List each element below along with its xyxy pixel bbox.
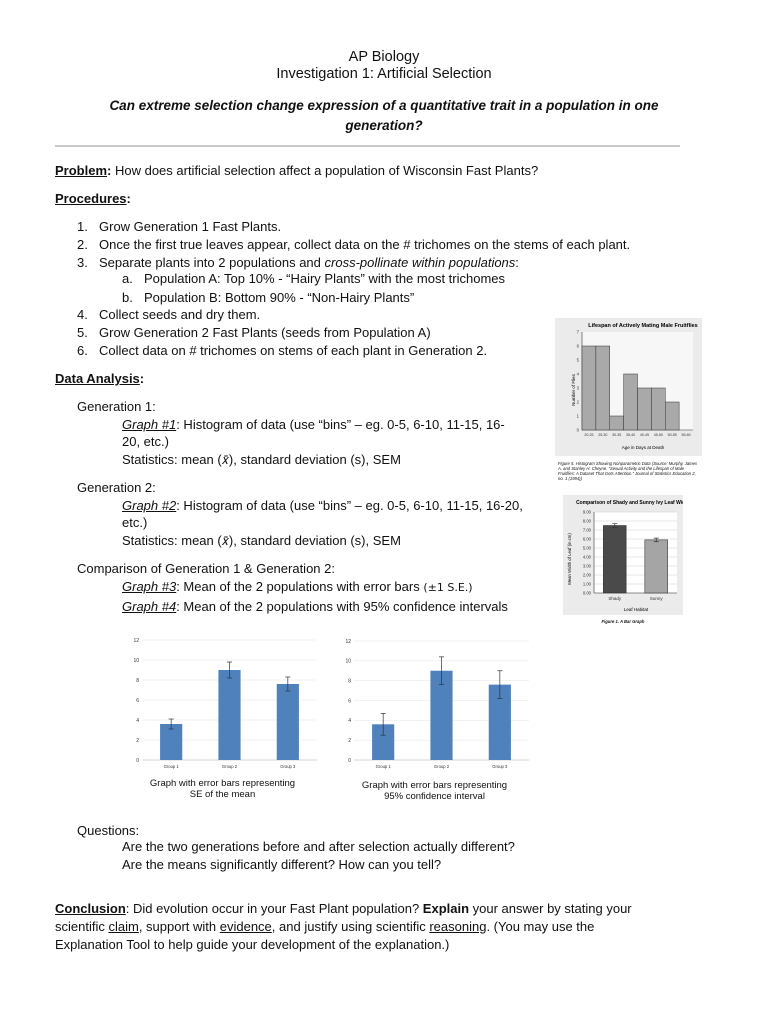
x-tick-label: Group 2: [221, 764, 238, 769]
driving-question-line1: Can extreme selection change expression of a quantitative trait in a population in one: [109, 98, 659, 113]
course-title: AP Biology: [348, 49, 420, 65]
x-tick-label: 45-50: [653, 433, 663, 437]
chart-title: Comparison of Shady and Sunny Ivy Leaf Width: [576, 500, 683, 506]
x-tick-label: Sunny: [649, 596, 663, 601]
graph2-text: : Histogram of data (use “bins” – eg. 0-5, 6-10, 11-15, 16-20,: [176, 498, 523, 513]
y-tick-label: 8.00: [582, 518, 591, 524]
conclusion-line1: [55, 900, 632, 918]
graph4-label: Graph #4: [122, 599, 177, 614]
questions-label: Questions:: [77, 823, 140, 838]
graph4-text: : Mean of the 2 populations with 95% confidence intervals: [176, 599, 508, 614]
graph3-paren: (±1 S.E.): [423, 581, 473, 594]
y-tick-label: 5: [576, 357, 579, 363]
ci-error-bar-chart: [332, 632, 532, 774]
bar: [610, 416, 624, 430]
ci-caption-line1: Graph with error bars representing: [361, 780, 508, 791]
procedures-label: Procedures: [55, 191, 127, 206]
ci-caption-line2: 95% confidence interval: [384, 791, 485, 802]
problem-label: Problem: [55, 163, 108, 178]
y-tick-label: 4: [348, 718, 351, 725]
conclusion-text: scientific: [55, 919, 109, 934]
graph3-line: [122, 578, 473, 597]
procedure-item: [77, 324, 431, 342]
x-tick-label: 35-40: [625, 433, 636, 437]
bar: [277, 684, 299, 760]
se-error-bar-chart: [120, 632, 320, 772]
x-tick-label: 40-45: [639, 433, 650, 437]
x-tick-label: Group 2: [433, 764, 450, 769]
chart-ylabel: Mean Width of Leaf (in cm): [567, 533, 572, 585]
procedure-text-end: :: [515, 255, 519, 270]
y-tick-label: 10: [345, 658, 351, 665]
gen1-graph-line2: 20, etc.): [122, 434, 169, 449]
data-analysis-heading: [55, 370, 144, 388]
y-tick-label: 2: [348, 737, 351, 744]
chart-title: Lifespan of Actively Mating Male Fruitflies: [588, 323, 698, 329]
subitem-text: Population B: Bottom 90% - “Non-Hairy Plants”: [144, 290, 415, 305]
driving-question-line2: generation?: [345, 118, 423, 133]
y-tick-label: 6: [136, 697, 139, 704]
graph4-line: [122, 598, 508, 616]
procedure-item: [77, 306, 260, 324]
se-chart-caption: [120, 778, 325, 800]
procedure-subitem: [122, 270, 505, 288]
procedure-item: [77, 342, 487, 360]
driving-question: [70, 96, 698, 136]
y-tick-label: 1: [576, 413, 579, 419]
histogram-caption: Figure 5. Histogram Showing Nonparametric Data (Source: Murphy, James A. and Stanley H. Cheyne. “Sexual Activity and the Lifespan of Male Fruitflies: A Dataset That Gets Attention.” Journal of Statistics Education 2, no. 1 (1994)): [558, 461, 698, 481]
leaf-width-figure: [563, 495, 683, 627]
x-tick-label: 50-55: [667, 433, 677, 437]
procedures-colon: :: [126, 191, 131, 206]
y-tick-label: 4: [576, 371, 579, 377]
y-tick-label: 2: [136, 737, 139, 744]
y-tick-label: 0: [348, 757, 351, 764]
x-tick-label: Shady: [608, 596, 622, 601]
procedure-number: 5.: [77, 325, 88, 340]
procedure-number: 2.: [77, 237, 88, 252]
graph1-label: Graph #1: [122, 417, 177, 432]
bar: [624, 374, 638, 430]
gen1-stats: Statistics: mean (𝑥̄), standard deviation (s), SEM: [122, 452, 401, 467]
procedure-item: [77, 236, 630, 254]
gen1-label: Generation 1:: [77, 399, 156, 414]
bar: [218, 670, 240, 760]
problem-colon: :: [107, 163, 112, 178]
procedure-text: Once the first true leaves appear, collect data on the # trichomes on the stems of each plant.: [99, 237, 631, 252]
y-tick-label: 4: [136, 717, 139, 724]
procedure-number: 1.: [77, 219, 88, 234]
procedure-text: Collect data on # trichomes on stems of each plant in Generation 2.: [99, 343, 488, 358]
leaf-width-chart: [563, 495, 683, 615]
divider: [55, 145, 680, 147]
y-tick-label: 0.00: [582, 590, 591, 596]
conclusion-text: : Did evolution occur in your Fast Plant population?: [125, 901, 423, 916]
subitem-letter: a.: [122, 271, 133, 286]
claim-word: claim: [108, 919, 139, 934]
x-tick-label: Group 3: [492, 764, 508, 769]
question-2: Are the means significantly different? How can you tell?: [122, 857, 442, 872]
conclusion-label: Conclusion: [55, 901, 126, 916]
y-tick-label: 5.00: [582, 545, 591, 551]
y-tick-label: 12: [133, 637, 139, 644]
x-tick-label: Group 1: [163, 764, 179, 769]
y-tick-label: 9.00: [582, 509, 591, 515]
conclusion-line3: Explanation Tool to help guide your development of the explanation.): [55, 937, 450, 952]
histogram-figure: [555, 318, 702, 493]
procedure-emphasis: cross-pollinate within populations: [324, 255, 516, 270]
procedures-heading: [55, 190, 131, 208]
procedure-text: Grow Generation 1 Fast Plants.: [99, 219, 282, 234]
graph3-label: Graph #3: [122, 579, 177, 594]
problem-text: How does artificial selection affect a population of Wisconsin Fast Plants?: [111, 163, 539, 178]
y-tick-label: 10: [133, 657, 139, 664]
subitem-letter: b.: [122, 290, 133, 305]
comparison-label: Comparison of Generation 1 & Generation 2:: [77, 561, 335, 576]
bar: [603, 526, 626, 594]
y-tick-label: 8: [136, 677, 139, 684]
ci-chart-caption: [327, 780, 542, 802]
procedure-number: 3.: [77, 255, 88, 270]
bar: [160, 724, 182, 760]
investigation-title: Investigation 1: Artificial Selection: [276, 66, 492, 82]
bar: [596, 346, 610, 430]
y-tick-label: 7.00: [582, 527, 591, 533]
y-tick-label: 8: [348, 678, 351, 685]
bar: [651, 388, 665, 430]
bar: [665, 402, 679, 430]
se-caption-line2: SE of the mean: [189, 789, 256, 800]
graph1-text: : Histogram of data (use “bins” – eg. 0-5, 6-10, 11-15, 16-: [176, 417, 505, 432]
x-tick-label: Group 3: [280, 764, 296, 769]
conclusion-line2: [55, 918, 594, 936]
procedure-subitem: [122, 289, 414, 307]
reasoning-word: reasoning: [429, 919, 487, 934]
se-caption-line1: Graph with error bars representing: [149, 778, 296, 789]
gen2-graph-line2: etc.): [122, 515, 148, 530]
procedure-number: 4.: [77, 307, 88, 322]
graph2-label: Graph #2: [122, 498, 177, 513]
evidence-word: evidence: [219, 919, 272, 934]
chart-xlabel: Leaf Habitat: [623, 607, 649, 612]
y-tick-label: 6: [348, 698, 351, 705]
bar: [638, 388, 652, 430]
conclusion-text: your answer by stating your: [469, 901, 632, 916]
problem-statement: [55, 162, 538, 180]
x-tick-label: 20-25: [584, 433, 594, 437]
procedure-number: 6.: [77, 343, 88, 358]
y-tick-label: 3: [576, 385, 579, 391]
x-tick-label: 25-30: [598, 433, 608, 437]
procedure-item: [77, 218, 281, 236]
y-tick-label: 0: [576, 427, 579, 433]
bar: [645, 540, 668, 593]
chart-xlabel: Age in Days at Death: [621, 445, 665, 450]
gen2-stats: Statistics: mean (𝑥̄), standard deviation (s), SEM: [122, 533, 401, 548]
subitem-text: Population A: Top 10% - “Hairy Plants” with the most trichomes: [144, 271, 506, 286]
procedure-text: Separate plants into 2 populations and: [99, 255, 325, 270]
procedure-text: Collect seeds and dry them.: [99, 307, 261, 322]
x-tick-label: 55-60: [681, 433, 691, 437]
leaf-width-caption: Figure 1. A Bar Graph: [601, 619, 645, 624]
y-tick-label: 1.00: [582, 581, 591, 587]
x-tick-label: 30-35: [612, 433, 622, 437]
gen2-graph-line: [122, 497, 523, 515]
question-1: Are the two generations before and after selection actually different?: [122, 839, 515, 854]
histogram-chart: [555, 318, 702, 456]
chart-ylabel: Number of Flies: [571, 374, 576, 406]
y-tick-label: 12: [345, 638, 351, 645]
y-tick-label: 6.00: [582, 536, 591, 542]
data-analysis-colon: :: [139, 371, 145, 386]
y-tick-label: 7: [576, 329, 579, 335]
x-tick-label: Group 1: [375, 764, 391, 769]
y-tick-label: 6: [576, 343, 579, 349]
y-tick-label: 2.00: [582, 572, 591, 578]
conclusion-text: . (You may use the: [486, 919, 595, 934]
y-tick-label: 2: [576, 399, 579, 405]
procedure-text: Grow Generation 2 Fast Plants (seeds from Population A): [99, 325, 431, 340]
y-tick-label: 3.00: [582, 563, 591, 569]
graph3-text: : Mean of the 2 populations with error bars: [176, 579, 424, 594]
data-analysis-label: Data Analysis: [55, 371, 140, 386]
conclusion-text: , and justify using scientific: [271, 919, 430, 934]
conclusion-text: , support with: [138, 919, 220, 934]
gen1-graph-line: [122, 416, 505, 434]
gen2-label: Generation 2:: [77, 480, 156, 495]
y-tick-label: 4.00: [582, 554, 591, 560]
y-tick-label: 0: [136, 757, 139, 764]
bar: [582, 346, 596, 430]
explain-word: Explain: [422, 901, 470, 916]
